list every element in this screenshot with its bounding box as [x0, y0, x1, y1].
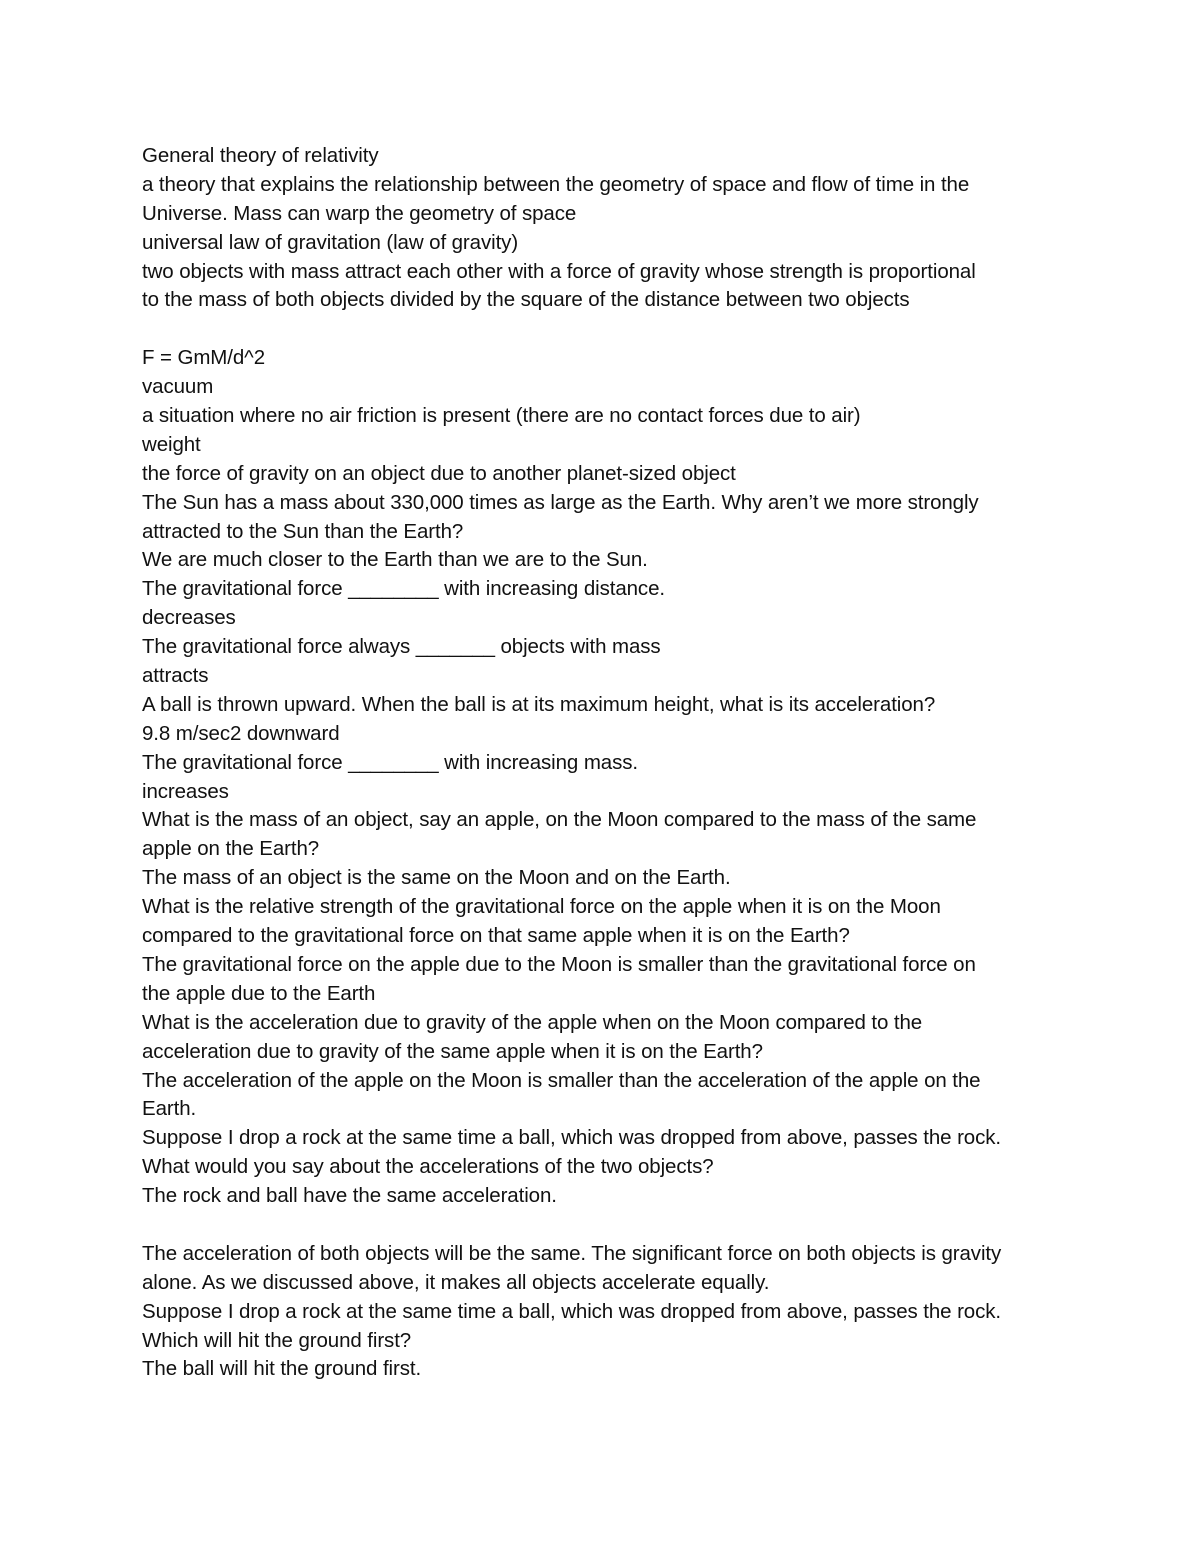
text-line: The gravitational force on the apple due to the Moon is smaller than the gravitational force on: [142, 952, 976, 976]
text-line: alone. As we discussed above, it makes all objects accelerate equally.: [142, 1270, 770, 1294]
text-line: What would you say about the accelerations of the two objects?: [142, 1155, 714, 1179]
text-line: The mass of an object is the same on the Moon and on the Earth.: [142, 866, 731, 890]
text-line: A ball is thrown upward. When the ball is at its maximum height, what is its acceleration?: [142, 692, 936, 716]
text-line: weight: [142, 432, 201, 456]
text-line: F = GmM/d^2: [142, 346, 266, 370]
text-line: Suppose I drop a rock at the same time a ball, which was dropped from above, passes the rock.: [142, 1299, 1001, 1323]
text-line: to the mass of both objects divided by the square of the distance between two objects: [142, 288, 910, 312]
text-line: apple on the Earth?: [142, 837, 320, 861]
text-line: 9.8 m/sec2 downward: [142, 721, 340, 745]
text-line: The rock and ball have the same acceleration.: [142, 1184, 557, 1208]
text-line: The gravitational force ________ with increasing mass.: [142, 750, 638, 774]
text-line: The acceleration of the apple on the Moon is smaller than the acceleration of the apple on the: [142, 1068, 981, 1092]
blank-line: [142, 1211, 1072, 1240]
text-line: We are much closer to the Earth than we are to the Sun.: [142, 548, 648, 572]
text-line: a situation where no air friction is present (there are no contact forces due to air): [142, 404, 861, 428]
text-line: attracted to the Sun than the Earth?: [142, 519, 464, 543]
text-line: the force of gravity on an object due to another planet-sized object: [142, 461, 736, 485]
text-line: What is the relative strength of the gravitational force on the apple when it is on the Moon: [142, 895, 941, 919]
document-body: [142, 142, 1072, 1384]
text-line: increases: [142, 779, 229, 803]
text-line: The gravitational force always _______ objects with mass: [142, 635, 661, 659]
text-line: General theory of relativity: [142, 144, 379, 167]
text-line: attracts: [142, 664, 209, 688]
text-line: Earth.: [142, 1097, 197, 1121]
text-line: The ball will hit the ground first.: [142, 1357, 422, 1381]
text-line: Which will hit the ground first?: [142, 1328, 412, 1352]
text-line: What is the mass of an object, say an apple, on the Moon compared to the mass of the same: [142, 808, 977, 832]
blank-line: [142, 315, 1072, 344]
text-line: Suppose I drop a rock at the same time a ball, which was dropped from above, passes the rock.: [142, 1126, 1001, 1150]
text-line: Universe. Mass can warp the geometry of space: [142, 201, 577, 225]
text-line: The Sun has a mass about 330,000 times as large as the Earth. Why aren’t we more strongly: [142, 490, 979, 514]
text-line: The acceleration of both objects will be the same. The significant force on both objects is gravity: [142, 1241, 1002, 1265]
text-line: The gravitational force ________ with increasing distance.: [142, 577, 665, 601]
text-line: vacuum: [142, 375, 214, 399]
text-line: the apple due to the Earth: [142, 981, 376, 1005]
text-line: decreases: [142, 606, 236, 630]
text-line: compared to the gravitational force on that same apple when it is on the Earth?: [142, 924, 850, 948]
text-line: acceleration due to gravity of the same apple when it is on the Earth?: [142, 1039, 763, 1063]
text-line: universal law of gravitation (law of gravity): [142, 230, 519, 254]
text-line: two objects with mass attract each other with a force of gravity whose strength is proportional: [142, 259, 976, 283]
text-line: a theory that explains the relationship between the geometry of space and flow of time in the: [142, 172, 970, 196]
text-line: What is the acceleration due to gravity of the apple when on the Moon compared to the: [142, 1010, 923, 1034]
